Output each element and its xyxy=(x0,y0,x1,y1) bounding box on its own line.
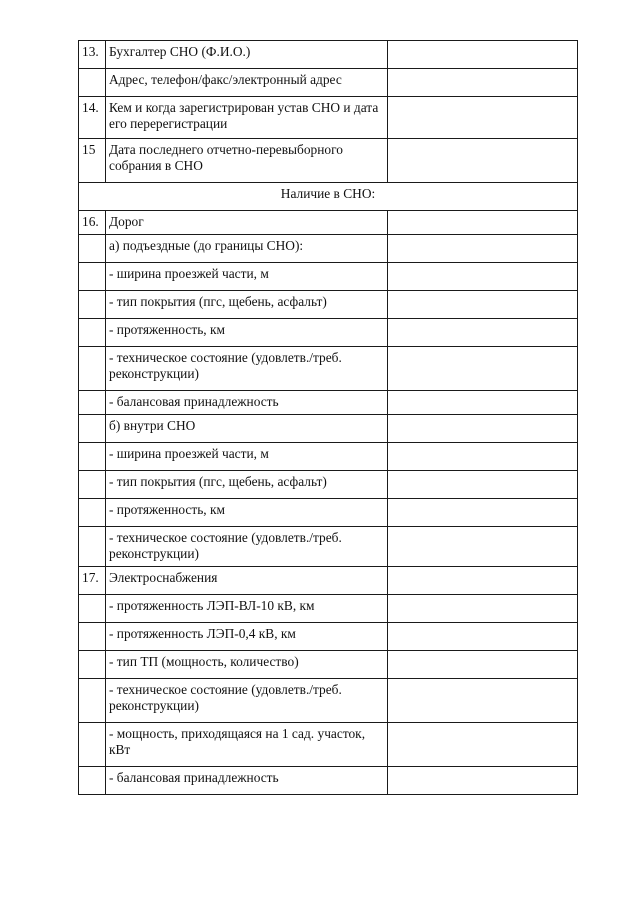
table-row xyxy=(79,623,578,651)
row-value-cell[interactable] xyxy=(388,319,578,347)
row-number: 14. xyxy=(79,97,106,139)
row-label: б) внутри СНО xyxy=(106,415,388,443)
row-label: Бухгалтер СНО (Ф.И.О.) xyxy=(106,41,388,69)
row-value-cell[interactable] xyxy=(388,567,578,595)
row-value-cell[interactable] xyxy=(388,723,578,767)
table-row xyxy=(79,443,578,471)
row-label: Кем и когда зарегистрирован устав СНО и дата его перерегистрации xyxy=(106,97,388,139)
row-number xyxy=(79,527,106,567)
table-row xyxy=(79,319,578,347)
table-row xyxy=(79,139,578,183)
row-number xyxy=(79,767,106,795)
row-label: а) подъездные (до границы СНО): xyxy=(106,235,388,263)
row-label: - техническое состояние (удовлетв./треб. реконструкции) xyxy=(106,347,388,391)
row-label: - ширина проезжей части, м xyxy=(106,443,388,471)
row-number xyxy=(79,235,106,263)
table-row xyxy=(79,415,578,443)
row-number xyxy=(79,595,106,623)
table-row xyxy=(79,679,578,723)
table-row xyxy=(79,595,578,623)
row-value-cell[interactable] xyxy=(388,291,578,319)
row-number xyxy=(79,319,106,347)
row-value-cell[interactable] xyxy=(388,211,578,235)
table-row xyxy=(79,69,578,97)
table-row xyxy=(79,211,578,235)
row-number xyxy=(79,291,106,319)
row-value-cell[interactable] xyxy=(388,443,578,471)
row-label: - тип ТП (мощность, количество) xyxy=(106,651,388,679)
row-label: - балансовая принадлежность xyxy=(106,391,388,415)
table-row xyxy=(79,291,578,319)
row-number: 13. xyxy=(79,41,106,69)
table-row xyxy=(79,567,578,595)
row-label: - техническое состояние (удовлетв./треб. реконструкции) xyxy=(106,527,388,567)
table-row xyxy=(79,391,578,415)
row-number xyxy=(79,69,106,97)
row-value-cell[interactable] xyxy=(388,97,578,139)
row-value-cell[interactable] xyxy=(388,235,578,263)
questionnaire-table xyxy=(78,40,578,795)
row-number xyxy=(79,499,106,527)
row-value-cell[interactable] xyxy=(388,347,578,391)
row-label: - балансовая принадлежность xyxy=(106,767,388,795)
row-label: - протяженность ЛЭП-ВЛ-10 кВ, км xyxy=(106,595,388,623)
row-number xyxy=(79,415,106,443)
table-row xyxy=(79,527,578,567)
row-value-cell[interactable] xyxy=(388,499,578,527)
table-row xyxy=(79,651,578,679)
row-number xyxy=(79,723,106,767)
row-value-cell[interactable] xyxy=(388,651,578,679)
row-number xyxy=(79,263,106,291)
table-row xyxy=(79,97,578,139)
row-number xyxy=(79,471,106,499)
table-row xyxy=(79,235,578,263)
row-number: 16. xyxy=(79,211,106,235)
row-number xyxy=(79,347,106,391)
row-value-cell[interactable] xyxy=(388,623,578,651)
row-label: - техническое состояние (удовлетв./треб. реконструкции) xyxy=(106,679,388,723)
row-number xyxy=(79,679,106,723)
row-value-cell[interactable] xyxy=(388,595,578,623)
row-value-cell[interactable] xyxy=(388,471,578,499)
row-value-cell[interactable] xyxy=(388,679,578,723)
row-label: Электроснабжения xyxy=(106,567,388,595)
table-row xyxy=(79,263,578,291)
row-label: - протяженность, км xyxy=(106,499,388,527)
table-row xyxy=(79,723,578,767)
row-label: - тип покрытия (пгс, щебень, асфальт) xyxy=(106,471,388,499)
row-value-cell[interactable] xyxy=(388,263,578,291)
row-label: - протяженность ЛЭП-0,4 кВ, км xyxy=(106,623,388,651)
row-value-cell[interactable] xyxy=(388,527,578,567)
row-label: Дата последнего отчетно-перевыборного собрания в СНО xyxy=(106,139,388,183)
row-value-cell[interactable] xyxy=(388,41,578,69)
row-number xyxy=(79,651,106,679)
row-label: - ширина проезжей части, м xyxy=(106,263,388,291)
section-row xyxy=(79,183,578,211)
table-row xyxy=(79,767,578,795)
table-row xyxy=(79,471,578,499)
row-value-cell[interactable] xyxy=(388,139,578,183)
row-number xyxy=(79,623,106,651)
row-label: - тип покрытия (пгс, щебень, асфальт) xyxy=(106,291,388,319)
row-value-cell[interactable] xyxy=(388,391,578,415)
row-value-cell[interactable] xyxy=(388,69,578,97)
section-heading: Наличие в СНО: xyxy=(79,183,578,211)
row-label: Дорог xyxy=(106,211,388,235)
row-value-cell[interactable] xyxy=(388,415,578,443)
table-row xyxy=(79,41,578,69)
row-label: - протяженность, км xyxy=(106,319,388,347)
row-label: Адрес, телефон/факс/электронный адрес xyxy=(106,69,388,97)
table-row xyxy=(79,347,578,391)
row-label: - мощность, приходящаяся на 1 сад. участок, кВт xyxy=(106,723,388,767)
row-value-cell[interactable] xyxy=(388,767,578,795)
table-row xyxy=(79,499,578,527)
row-number: 15 xyxy=(79,139,106,183)
row-number xyxy=(79,391,106,415)
row-number xyxy=(79,443,106,471)
row-number: 17. xyxy=(79,567,106,595)
